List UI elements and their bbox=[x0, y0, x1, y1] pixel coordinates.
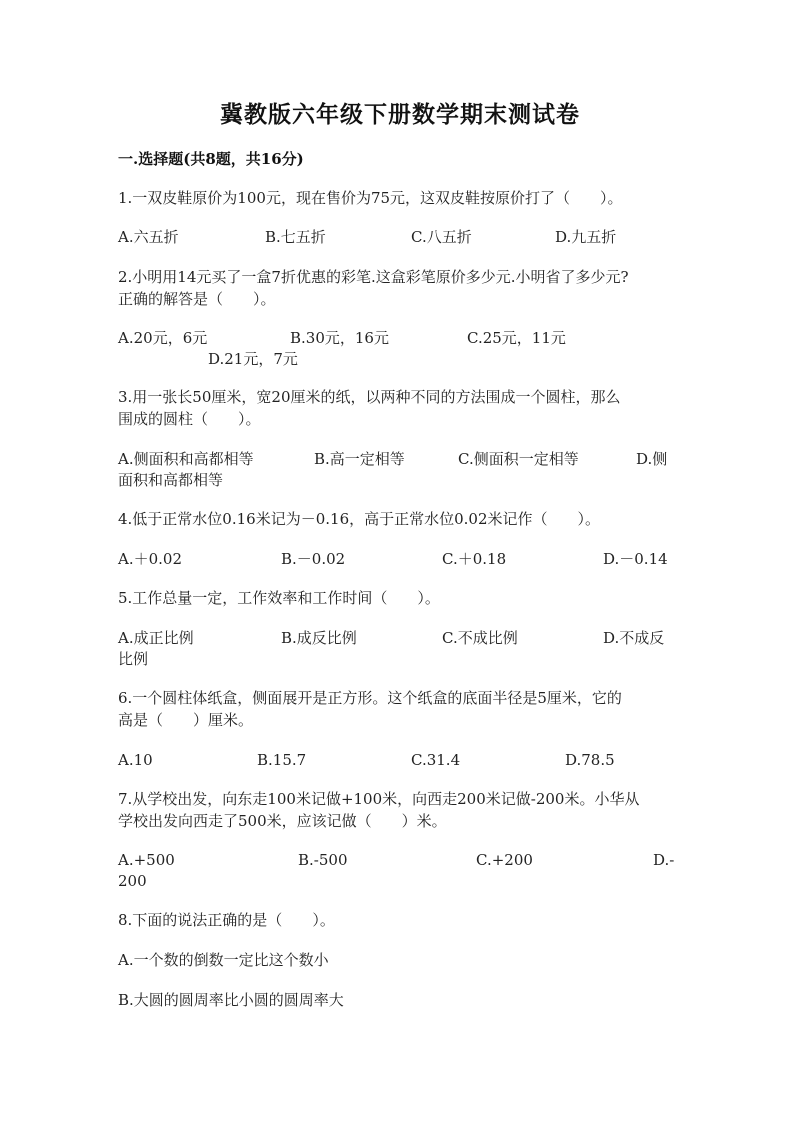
question-6-option-c: C.31.4 bbox=[411, 751, 461, 769]
question-7-option-a: A.+500 bbox=[118, 851, 175, 869]
page-title: 冀教版六年级下册数学期末测试卷 bbox=[220, 101, 580, 128]
question-3-option-d: D.侧 bbox=[636, 450, 668, 468]
question-4-option-a: A.＋0.02 bbox=[118, 550, 182, 568]
question-7-text-line-1: 7.从学校出发，向东走100米记做+100米，向西走200米记做-200米。小华从 bbox=[118, 790, 640, 808]
question-2-option-d: D.21元，7元 bbox=[208, 350, 298, 368]
question-6-text-line-1: 6.一个圆柱体纸盒，侧面展开是正方形。这个纸盒的底面半径是5厘米，它的 bbox=[118, 689, 622, 707]
question-4-option-d: D.－0.14 bbox=[603, 550, 668, 568]
question-1-option-d: D.九五折 bbox=[555, 228, 617, 246]
question-6-option-d: D.78.5 bbox=[565, 751, 615, 769]
question-6-option-b: B.15.7 bbox=[257, 751, 307, 769]
question-5-option-b: B.成反比例 bbox=[281, 629, 357, 647]
question-8-option-b: B.大圆的圆周率比小圆的圆周率大 bbox=[118, 991, 344, 1009]
question-1-text: 1.一双皮鞋原价为100元，现在售价为75元，这双皮鞋按原价打了（ ）。 bbox=[118, 189, 623, 207]
question-2-option-b: B.30元，16元 bbox=[290, 329, 389, 347]
question-7-option-d-continued: 200 bbox=[118, 872, 147, 890]
question-8-text: 8.下面的说法正确的是（ ）。 bbox=[118, 911, 335, 929]
question-2-option-c: C.25元，11元 bbox=[467, 329, 566, 347]
section-heading: 一.选择题(共8题，共16分) bbox=[118, 150, 304, 168]
question-7-text-line-2: 学校出发向西走了500米，应该记做（ ）米。 bbox=[118, 812, 447, 830]
question-2-text-line-2: 正确的解答是（ ）。 bbox=[118, 290, 276, 308]
question-7-option-b: B.-500 bbox=[298, 851, 348, 869]
question-4-text: 4.低于正常水位0.16米记为－0.16，高于正常水位0.02米记作（ ）。 bbox=[118, 510, 601, 528]
question-2-option-a: A.20元，6元 bbox=[118, 329, 208, 347]
question-1-option-a: A.六五折 bbox=[118, 228, 179, 246]
question-8-option-a: A.一个数的倒数一定比这个数小 bbox=[118, 951, 329, 969]
question-3-option-a: A.侧面积和高都相等 bbox=[118, 450, 254, 468]
question-7-option-d: D.- bbox=[653, 851, 675, 869]
question-2-text-line-1: 2.小明用14元买了一盒7折优惠的彩笔.这盒彩笔原价多少元.小明省了多少元? bbox=[118, 268, 629, 286]
question-3-text-line-2: 围成的圆柱（ ）。 bbox=[118, 410, 261, 428]
question-4-option-b: B.－0.02 bbox=[281, 550, 346, 568]
question-5-option-d: D.不成反 bbox=[603, 629, 665, 647]
question-5-option-d-continued: 比例 bbox=[118, 650, 149, 668]
question-1-option-b: B.七五折 bbox=[265, 228, 326, 246]
question-3-option-c: C.侧面积一定相等 bbox=[458, 450, 579, 468]
question-3-option-d-continued: 面积和高都相等 bbox=[118, 471, 224, 489]
question-5-option-a: A.成正比例 bbox=[118, 629, 194, 647]
question-5-text: 5.工作总量一定，工作效率和工作时间（ ）。 bbox=[118, 589, 440, 607]
question-3-option-b: B.高一定相等 bbox=[314, 450, 405, 468]
question-7-option-c: C.+200 bbox=[476, 851, 533, 869]
question-6-option-a: A.10 bbox=[118, 751, 153, 769]
question-4-option-c: C.＋0.18 bbox=[442, 550, 507, 568]
question-1-option-c: C.八五折 bbox=[411, 228, 472, 246]
question-6-text-line-2: 高是（ ）厘米。 bbox=[118, 711, 254, 729]
question-5-option-c: C.不成比例 bbox=[442, 629, 518, 647]
question-3-text-line-1: 3.用一张长50厘米，宽20厘米的纸，以两种不同的方法围成一个圆柱，那么 bbox=[118, 388, 621, 406]
